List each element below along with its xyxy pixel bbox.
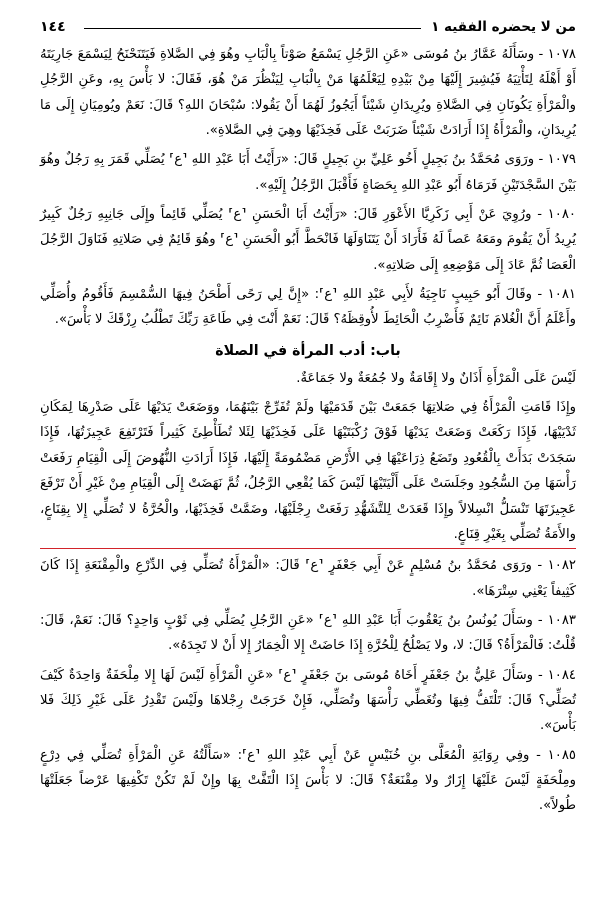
book-title: من لا يحضره الفقيه ١: [431, 19, 576, 35]
womens-prayer-description: وإِذَا قَامَتِ الْمَرْأَةُ فِي صَلاتِهَا جَمَعَتْ بَيْنَ قَدَمَيْهَا ولَمْ تُفَرِّجْ بَيْنَهُمَا، ووَضَعَتْ يَدَيْهَا عَلَى صَدْرِهَا لِمَكَانِ ثَدْيَيْهَا، فَإِذَا رَكَعَتْ وَضَعَتْ يَدَيْهَا فَوْقَ رُكْبَتَيْهَا عَلَى فَخِذَيْهَا لِئَلا تُطَأْطِئَ كَثِيراً فَتَرْتَفِعَ عَجِيزَتُهَا، فَإِذَا سَجَدَتْ بَدَأَتْ بِالْقُعُودِ وتَضَعُ ذِرَاعَيْهَا فِي الأَرْضِ مَضْمُومَةً إِلَيْهَا، فَإِذَا أَرَادَتِ النُّهُوضَ إِلَى الْقِيَامِ رَفَعَتْ رَأْسَهَا مِنَ السُّجُودِ وجَلَسَتْ عَلَى أَلْيَتَيْهَا لَيْسَ كَمَا يُقْعِي الرَّجُلُ، ثُمَّ نَهَضَتْ إِلَى الْقِيَامِ مِنْ غَيْرِ أَنْ تَرْفَعَ عَجِيزَتَهَا تَنْسَلُّ انْسِلالاً وإِذَا قَعَدَتْ لِلتَّشَهُّدِ رَفَعَتْ رِجْلَيْهَا، وضَمَّتْ فَخِذَيْهَا، والْحُرَّةُ لا تُصَلِّي إِلا بِقِنَاعٍ، والأَمَةُ تُصَلِّي بِغَيْرِ قِنَاعٍ.: [40, 395, 576, 549]
header-divider: [84, 28, 421, 29]
chapter-heading: باب: أدب المرأة في الصلاة: [215, 342, 401, 359]
hadith-1085: ١٠٨٥ - وفِي رِوَايَةِ الْمُعَلَّى بنِ خُنَيْسٍ عَنْ أَبِي عَبْدِ اللهِ ⸢ع⸣: «سَأَلْتُهُ عَنِ الْمَرْأَةِ تُصَلِّي فِي دِرْعٍ ومِلْحَفَةٍ لَيْسَ عَلَيْهَا إِزَارٌ ولا مِقْنَعَةٌ؟ قَالَ: لا بَأْسَ إِذَا الْتَفَّتْ بِهَا وإِنْ لَمْ تَكُنْ تَكْفِيهَا عَرْضاً جَعَلَتْهَا طُولاً».: [40, 747, 576, 814]
page-body: [40, 42, 576, 819]
hadith-1083: ١٠٨٣ - وسَأَلَ يُونُسُ بنُ يَعْقُوبَ أَبَا عَبْدِ اللهِ ⸢ع⸣ «عَنِ الرَّجُلِ يُصَلِّي فِي ثَوْبٍ وَاحِدٍ؟ قَالَ: نَعَمْ، قَالَ: قُلْتُ: فَالْمَرْأَةُ؟ قَالَ: لا، ولا يَصْلُحُ لِلْحُرَّةِ إِذَا حَاضَتْ إِلا الْخِمَارُ إِلا أَنْ لا تَجِدَهُ».: [40, 612, 576, 654]
hadith-1084: ١٠٨٤ - وسَأَلَ عَلِيُّ بنُ جَعْفَرٍ أَخَاهُ مُوسَى بنَ جَعْفَرٍ ⸢ع⸣ «عَنِ الْمَرْأَةِ لَيْسَ لَهَا إِلا مِلْحَفَةٌ وَاحِدَةٌ كَيْفَ تُصَلِّي؟ قَالَ: تَلْتَفُّ فِيهَا وتُغَطِّي رَأْسَهَا وتُصَلِّي، فَإِنْ خَرَجَتْ رِجْلاهَا ولَيْسَ تَقْدِرُ عَلَى غَيْرِ ذَلِكَ فَلا بَأْسَ».: [40, 667, 576, 734]
hadith-1080: ١٠٨٠ - ورُوِيَ عَنْ أَبِي زَكَرِيَّا الأَعْوَرِ قَالَ: «رَأَيْتُ أَبَا الْحَسَنِ ⸢ع⸣ يُصَلِّي قَائِماً وإِلَى جَانِبِهِ رَجُلٌ كَبِيرٌ يُرِيدُ أَنْ يَقُومَ ومَعَهُ عَصاً لَهُ فَأَرَادَ أَنْ يَتَنَاوَلَهَا فَانْحَطَّ أَبُو الْحَسَنِ ⸢ع⸣ وهُوَ قَائِمٌ فِي صَلاتِهِ فَنَاوَلَ الرَّجُلَ الْعَصَا ثُمَّ عَادَ إِلَى مَوْضِعِهِ إِلَى صَلاتِهِ».: [40, 207, 576, 273]
hadith-1078: ١٠٧٨ - وسَأَلَهُ عَمَّارُ بنُ مُوسَى «عَنِ الرَّجُلِ يَسْمَعُ صَوْتاً بِالْبَابِ وهُوَ فِي الصَّلاةِ فَيَتَنَحْنَحُ لِيَسْمَعَ جَارِيَتَهُ أَوْ أَهْلَهُ لِتَأْتِيَهُ فَيُشِيرَ إِلَيْهَا مِنْ بَيْدِهِ لِيَعْلَمُهَا مَنْ بِالْبَابِ لِيَنْظُرَ مَنْ هُوَ، فَقَالَ: لا بَأْسَ بِهِ، وعَنِ الرَّجُلِ والْمَرْأَةِ يَكُونَانِ فِي الصَّلاةِ ويُرِيدَانِ شَيْئاً أَيَجُوزُ لَهُمَا أَنْ يَقُولا: سُبْحَانَ اللهِ؟ قَالَ: نَعَمْ ويُومِيَانِ إِلَى مَا يُرِيدَانِ، والْمَرْأَةُ إِذَا أَرَادَتْ شَيْئاً ضَرَبَتْ عَلَى فَخِذَيْهَا وهِيَ فِي الصَّلاةِ».: [40, 47, 576, 139]
page-header: [40, 14, 576, 40]
hadith-1081: ١٠٨١ - وقَالَ أَبُو حَبِيبٍ نَاجِيَةُ لأَبِي عَبْدِ اللهِ ⸢ع⸣: «إِنَّ لِي رَحًى أَطْحَنُ فِيهَا السُّمْسِمَ فَأَقُومُ وأُصَلِّي وأَعْلَمُ أَنَّ الْغُلامَ نَائِمٌ فَأَضْرِبُ الْحَائِطَ لأُوقِظَهُ؟ قَالَ: نَعَمْ أَنْتَ فِي طَاعَةِ رَبِّكَ تَطْلُبُ رِزْقَكَ لا بَأْسَ».: [40, 287, 576, 328]
rule-no-adhan-for-women: لَيْسَ عَلَى الْمَرْأَةِ أَذَانٌ ولا إِقَامَةٌ ولا جُمُعَةٌ ولا جَمَاعَةٌ.: [296, 370, 576, 386]
hadith-1079: ١٠٧٩ - ورَوَى مُحَمَّدُ بنُ بَجِيلٍ أَخُو عَلِيِّ بنِ بَجِيلٍ قَالَ: «رَأَيْتُ أَبَا عَبْدِ اللهِ ⸢ع⸣ يُصَلِّي قَمَرَ بِهِ رَجُلٌ وهُوَ بَيْنَ السَّجْدَتَيْنِ فَرَمَاهُ أَبُو عَبْدِ اللهِ بِحَصَاةٍ فَأَقْبَلَ الرَّجُلُ إِلَيْهِ».: [40, 152, 576, 193]
page-number: ١٤٤: [40, 19, 66, 35]
hadith-1082: ١٠٨٢ - ورَوَى مُحَمَّدُ بنُ مُسْلِمٍ عَنْ أَبِي جَعْفَرٍ ⸢ع⸣ قَالَ: «الْمَرْأَةُ تُصَلِّي فِي الدِّرْعِ والْمِقْنَعَةِ إِذَا كَانَ كَثِيفاً يَعْنِي سِتْرَهَا».: [40, 558, 576, 599]
